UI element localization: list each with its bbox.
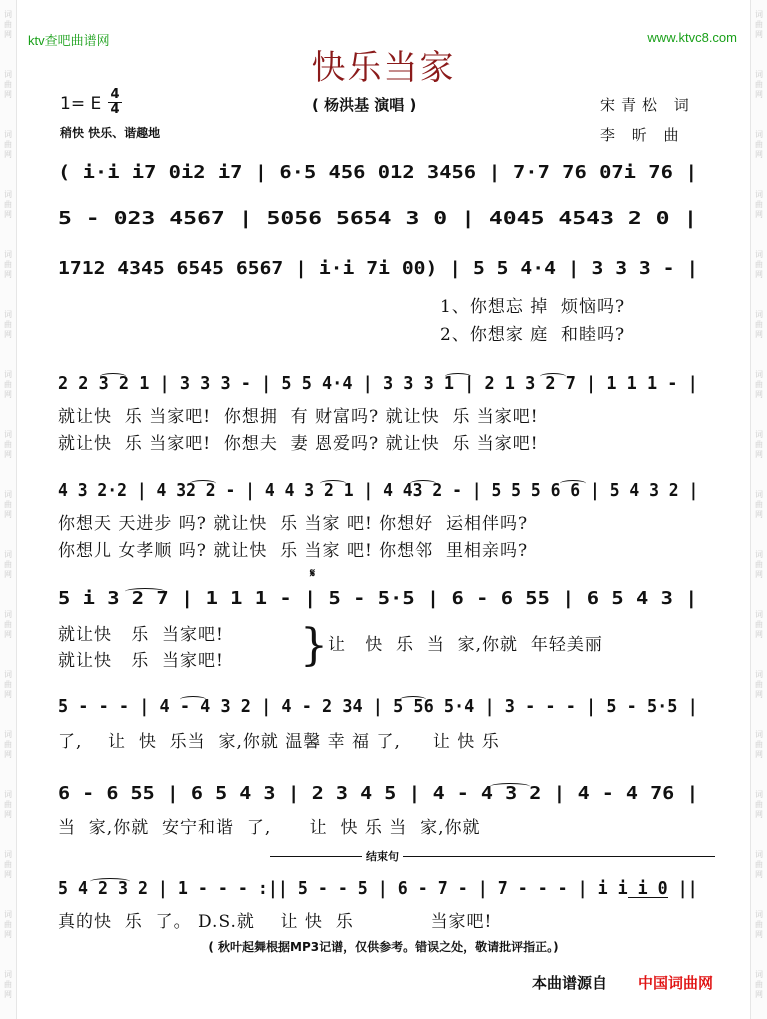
lyric-7: 了, 让 快 乐当 家,你就 温馨 幸 福 了, 让 快 乐 xyxy=(58,732,500,752)
watermark-glyph: 词 曲 网 xyxy=(4,550,12,579)
slur xyxy=(190,480,216,487)
watermark-glyph: 词 曲 网 xyxy=(4,310,12,339)
lyric-5b: 你想儿 女孝顺 吗? 就让快 乐 当家 吧! 你想邻 里相亲吗? xyxy=(58,541,529,561)
lyric-6c: 让 快 乐 当 家,你就 年轻美丽 xyxy=(328,635,603,655)
watermark-glyph: 词 曲 网 xyxy=(4,130,12,159)
watermark-glyph: 词 曲 网 xyxy=(4,910,12,939)
time-top: 4 xyxy=(108,88,122,103)
slur xyxy=(445,373,471,380)
score-line-8: 6 - 6 55 | 6 5 4 3 | 2 3 4 5 | 4 - 4 3 2 | 4 - 4 76 | xyxy=(58,783,699,804)
watermark-glyph: 词 曲 网 xyxy=(4,10,12,39)
watermark-glyph: 词 曲 网 xyxy=(755,790,763,819)
right-watermark-strip xyxy=(750,0,767,1019)
score-line-1: ( i·i i7 0i2 i7 | 6·5 456 012 3456 | 7·7 76 07i 76 | xyxy=(58,162,698,183)
watermark-glyph: 词 曲 网 xyxy=(4,250,12,279)
lyric-4a: 就让快 乐 当家吧! 你想拥 有 财富吗? 就让快 乐 当家吧! xyxy=(58,407,539,427)
slur xyxy=(400,696,426,703)
watermark-glyph: 词 曲 网 xyxy=(4,610,12,639)
watermark-glyph: 词 曲 网 xyxy=(755,970,763,999)
segno-sign: 𝄋 xyxy=(310,566,316,580)
watermark-glyph: 词 曲 网 xyxy=(4,730,12,759)
slur xyxy=(490,783,530,790)
watermark-glyph: 词 曲 网 xyxy=(4,970,12,999)
watermark-glyph: 词 曲 网 xyxy=(755,430,763,459)
watermark-glyph: 词 曲 网 xyxy=(4,370,12,399)
transcriber-note: ( 秋叶起舞根据MP3记谱，仅供参考。错误之处，敬请批评指正。) xyxy=(208,940,559,954)
watermark-glyph: 词 曲 网 xyxy=(4,790,12,819)
lyric-3a: 1、你想忘 掉 烦恼吗? xyxy=(440,297,626,317)
lyric-8: 当 家,你就 安宁和谐 了, 让 快 乐 当 家,你就 xyxy=(58,818,481,838)
watermark-glyph: 词 曲 网 xyxy=(755,190,763,219)
singer: ( 杨洪基 演唱 ) xyxy=(312,96,417,114)
site-link-left[interactable]: ktv查吧曲谱网 xyxy=(28,33,110,48)
lyric-5a: 你想天 天进步 吗? 就让快 乐 当家 吧! 你想好 运相伴吗? xyxy=(58,514,529,534)
time-signature xyxy=(108,88,122,117)
watermark-glyph: 词 曲 网 xyxy=(4,490,12,519)
left-watermark-strip xyxy=(0,0,17,1019)
score-line-2: 5 - 023 4567 | 5056 5654 3 0 | 4045 4543 2 0 | xyxy=(58,208,698,229)
watermark-glyph: 词 曲 网 xyxy=(755,910,763,939)
slur xyxy=(90,878,130,885)
score-line-7: 5 - - - | 4 - 4 3 2 | 4 - 2 34 | 5 56 5·4 | 3 - - - | 5 - 5·5 | xyxy=(58,696,698,717)
song-title: 快乐当家 xyxy=(311,48,456,88)
slur xyxy=(410,480,436,487)
score-line-4: 2 2 3 2 1 | 3 3 3 - | 5 5 4·4 | 3 3 3 1 | 2 1 3 2 7 | 1 1 1 - | xyxy=(58,373,698,394)
watermark-glyph: 词 曲 网 xyxy=(755,610,763,639)
source-site-link[interactable]: 中国词曲网 xyxy=(638,974,714,992)
watermark-glyph: 词 曲 网 xyxy=(755,10,763,39)
watermark-glyph: 词 曲 网 xyxy=(755,70,763,99)
slur xyxy=(125,588,165,595)
watermark-glyph: 词 曲 网 xyxy=(755,550,763,579)
score-line-5: 4 3 2·2 | 4 32 2 - | 4 4 3 2 1 | 4 43 2 - | 5 5 5 6 6 | 5 4 3 2 | xyxy=(58,480,699,501)
score-line-9: 5 4 2 3 2 | 1 - - - :|| 5 - - 5 | 6 - 7 - | 7 - - - | i i i 0 || xyxy=(58,878,698,899)
slur xyxy=(560,480,586,487)
score-line-3: 1712 4345 6545 6567 | i·i 7i 00) | 5 5 4·4 | 3 3 3 - | xyxy=(58,258,699,279)
ending-label: 结束句 xyxy=(362,848,403,864)
watermark-glyph: 词 曲 网 xyxy=(755,250,763,279)
verse-bracket: } xyxy=(300,620,328,671)
lyric-3b: 2、你想家 庭 和睦吗? xyxy=(440,325,626,345)
watermark-glyph: 词 曲 网 xyxy=(4,670,12,699)
time-bottom: 4 xyxy=(110,102,120,117)
watermark-glyph: 词 曲 网 xyxy=(4,850,12,879)
lyric-9: 真的快 乐 了。 D.S.就 让 快 乐 当家吧! xyxy=(58,912,493,932)
watermark-glyph: 词 曲 网 xyxy=(4,70,12,99)
watermark-glyph: 词 曲 网 xyxy=(755,310,763,339)
score-line-6: 5 i 3 2 7 | 1 1 1 - | 5 - 5·5 | 6 - 6 55 | 6 5 4 3 | xyxy=(58,588,698,609)
watermark-glyph: 词 曲 网 xyxy=(755,370,763,399)
lyric-6b: 就让快 乐 当家吧! xyxy=(58,651,224,671)
lyric-6a: 就让快 乐 当家吧! xyxy=(58,625,224,645)
site-link-right[interactable]: www.ktvc8.com xyxy=(647,30,737,45)
slur xyxy=(540,373,566,380)
watermark-glyph: 词 曲 网 xyxy=(755,670,763,699)
watermark-glyph: 词 曲 网 xyxy=(755,490,763,519)
ending-bracket-line xyxy=(270,856,715,857)
watermark-glyph: 词 曲 网 xyxy=(755,730,763,759)
tempo-marking: 稍快 快乐、谐趣地 xyxy=(60,126,161,140)
slur xyxy=(320,480,346,487)
slur xyxy=(180,696,206,703)
composer: 李 昕 曲 xyxy=(600,126,685,144)
lyricist: 宋青松 词 xyxy=(600,96,695,114)
beam xyxy=(628,897,668,898)
watermark-glyph: 词 曲 网 xyxy=(755,130,763,159)
slur xyxy=(100,373,126,380)
watermark-glyph: 词 曲 网 xyxy=(4,190,12,219)
watermark-glyph: 词 曲 网 xyxy=(4,430,12,459)
watermark-glyph: 词 曲 网 xyxy=(755,850,763,879)
key-signature: 1= E xyxy=(60,94,102,114)
source-label: 本曲谱源自 xyxy=(532,974,608,992)
lyric-4b: 就让快 乐 当家吧! 你想夫 妻 恩爱吗? 就让快 乐 当家吧! xyxy=(58,434,539,454)
